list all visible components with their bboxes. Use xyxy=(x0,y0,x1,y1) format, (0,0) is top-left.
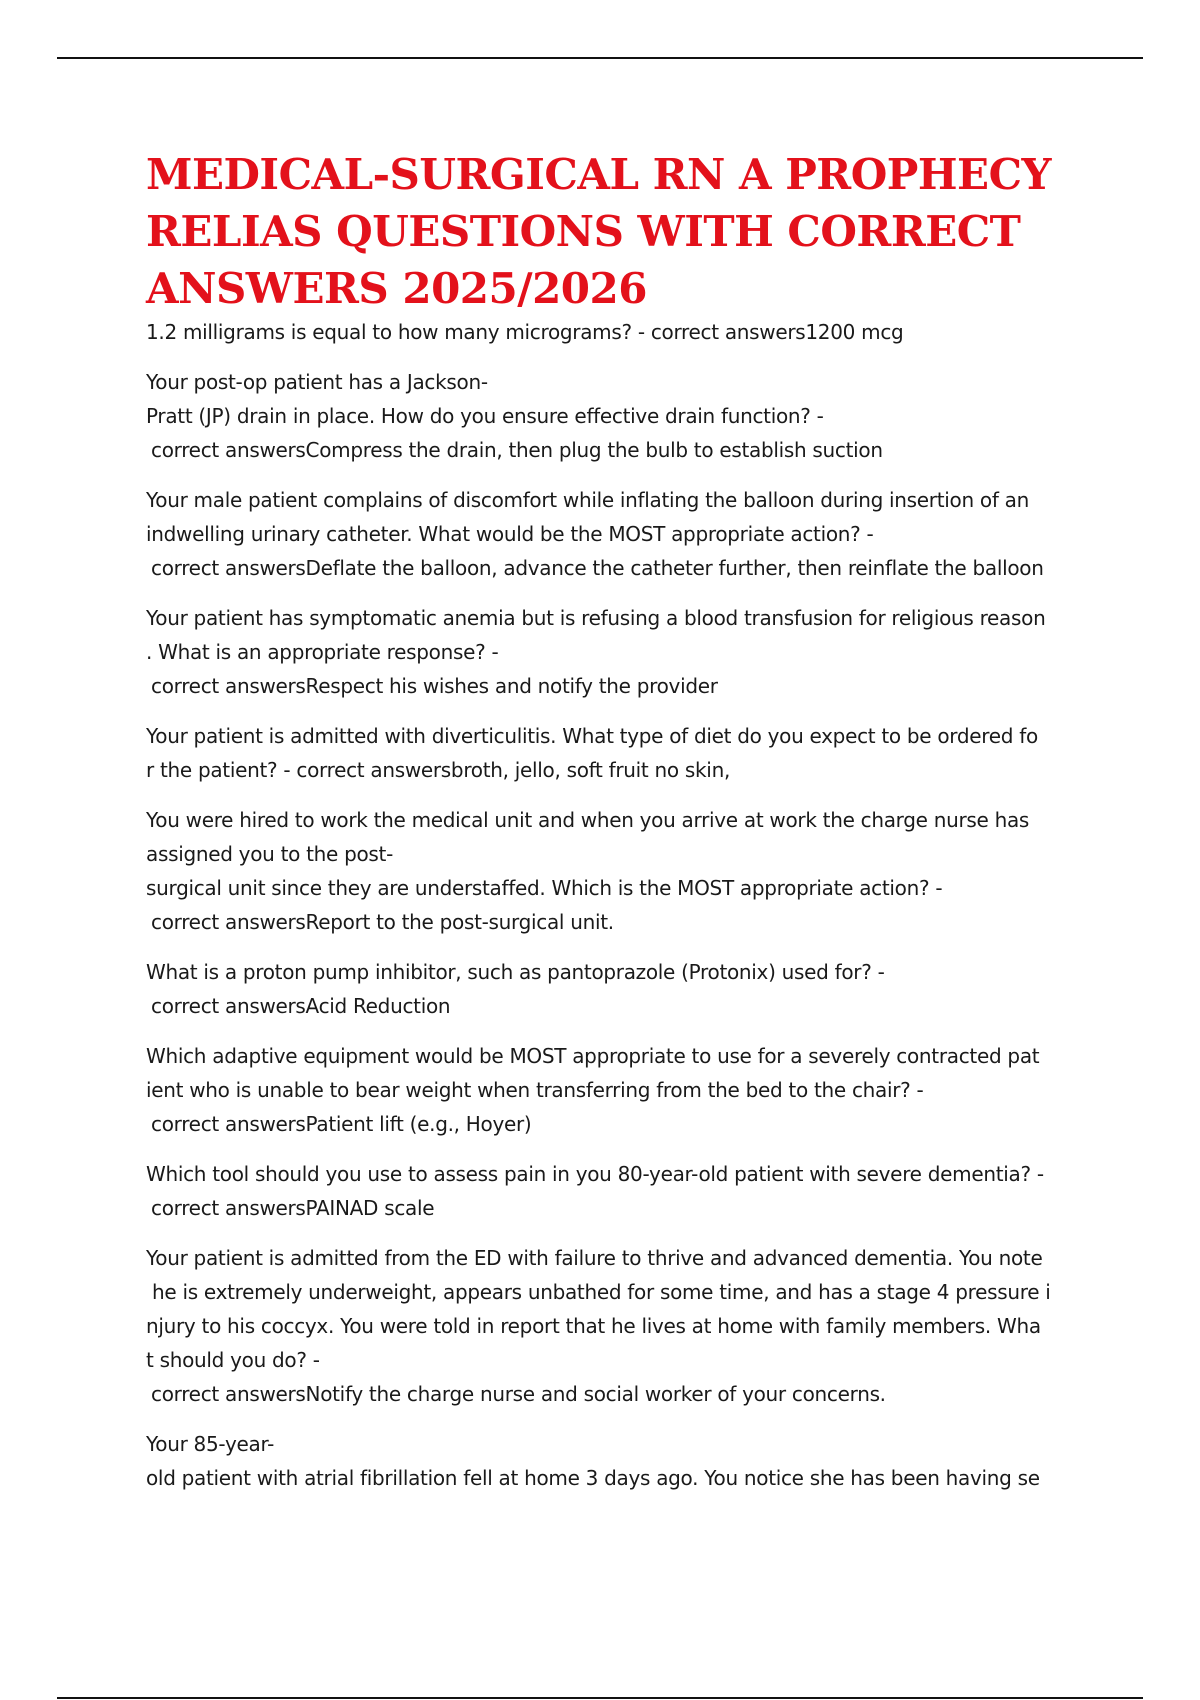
question-line: Your patient is admitted with diverticulitis. What type of diet do you expect to be ordered fo xyxy=(146,724,1038,748)
title-line: RELIAS QUESTIONS WITH CORRECT xyxy=(146,207,1021,256)
qa-item xyxy=(146,1427,1066,1495)
answer-line: correct answersRespect his wishes and notify the provider xyxy=(151,674,718,698)
question-line: ient who is unable to bear weight when transferring from the bed to the chair? - xyxy=(146,1078,924,1102)
question-line: Your patient has symptomatic anemia but is refusing a blood transfusion for religious reason xyxy=(146,606,1046,630)
answer-line: correct answersReport to the post-surgical unit. xyxy=(151,910,614,934)
answer-line: correct answersNotify the charge nurse and social worker of your concerns. xyxy=(151,1382,886,1406)
question-line: t should you do? - xyxy=(146,1348,320,1372)
qa-item xyxy=(146,955,1066,1023)
question-line: . What is an appropriate response? - xyxy=(146,640,499,664)
answer-line: correct answersPatient lift (e.g., Hoyer) xyxy=(151,1112,532,1136)
top-rule xyxy=(57,57,1143,59)
question-line: Your patient is admitted from the ED with failure to thrive and advanced dementia. You note xyxy=(146,1246,1043,1270)
question-line: Pratt (JP) drain in place. How do you ensure effective drain function? - xyxy=(146,404,824,428)
answer-line: correct answersPAINAD scale xyxy=(151,1196,435,1220)
question-line: Your post-op patient has a Jackson- xyxy=(146,370,488,394)
question-line: Which adaptive equipment would be MOST appropriate to use for a severely contracted pat xyxy=(146,1044,1040,1068)
answer-line: correct answersCompress the drain, then plug the bulb to establish suction xyxy=(151,438,883,462)
qa-item xyxy=(146,719,1066,787)
bottom-rule xyxy=(57,1697,1143,1699)
question-line: You were hired to work the medical unit and when you arrive at work the charge nurse has xyxy=(146,808,1030,832)
answer-line: correct answersAcid Reduction xyxy=(151,994,451,1018)
qa-item xyxy=(146,1039,1066,1141)
question-line: njury to his coccyx. You were told in report that he lives at home with family members. Wha xyxy=(146,1314,1041,1338)
qa-item xyxy=(146,483,1066,585)
qa-item xyxy=(146,803,1066,939)
qa-item xyxy=(146,365,1066,467)
question-line: What is a proton pump inhibitor, such as pantoprazole (Protonix) used for? - xyxy=(146,960,885,984)
question-line: Your male patient complains of discomfort while inflating the balloon during insertion of an xyxy=(146,488,1029,512)
question-line: 1.2 milligrams is equal to how many micrograms? - correct answers1200 mcg xyxy=(146,320,904,344)
answer-line: correct answersDeflate the balloon, advance the catheter further, then reinflate the balloon xyxy=(151,556,1044,580)
question-line: he is extremely underweight, appears unbathed for some time, and has a stage 4 pressure i xyxy=(146,1280,1051,1304)
question-line: Your 85-year- xyxy=(146,1432,275,1456)
question-line: indwelling urinary catheter. What would be the MOST appropriate action? - xyxy=(146,522,874,546)
qa-item xyxy=(146,1241,1066,1411)
question-line: assigned you to the post- xyxy=(146,842,394,866)
question-line: Which tool should you use to assess pain in you 80-year-old patient with severe dementia? - xyxy=(146,1162,1044,1186)
title-line: MEDICAL-SURGICAL RN A PROPHECY xyxy=(146,150,1051,199)
qa-item xyxy=(146,1157,1066,1225)
question-line: old patient with atrial fibrillation fell at home 3 days ago. You notice she has been having se xyxy=(146,1466,1040,1490)
question-line: r the patient? - correct answersbroth, jello, soft fruit no skin, xyxy=(146,758,730,782)
qa-item xyxy=(146,601,1066,703)
qa-item xyxy=(146,315,1066,349)
document-title xyxy=(146,146,1066,317)
question-line: surgical unit since they are understaffed. Which is the MOST appropriate action? - xyxy=(146,876,943,900)
document-body xyxy=(146,146,1066,1511)
title-line: ANSWERS 2025/2026 xyxy=(146,264,647,313)
